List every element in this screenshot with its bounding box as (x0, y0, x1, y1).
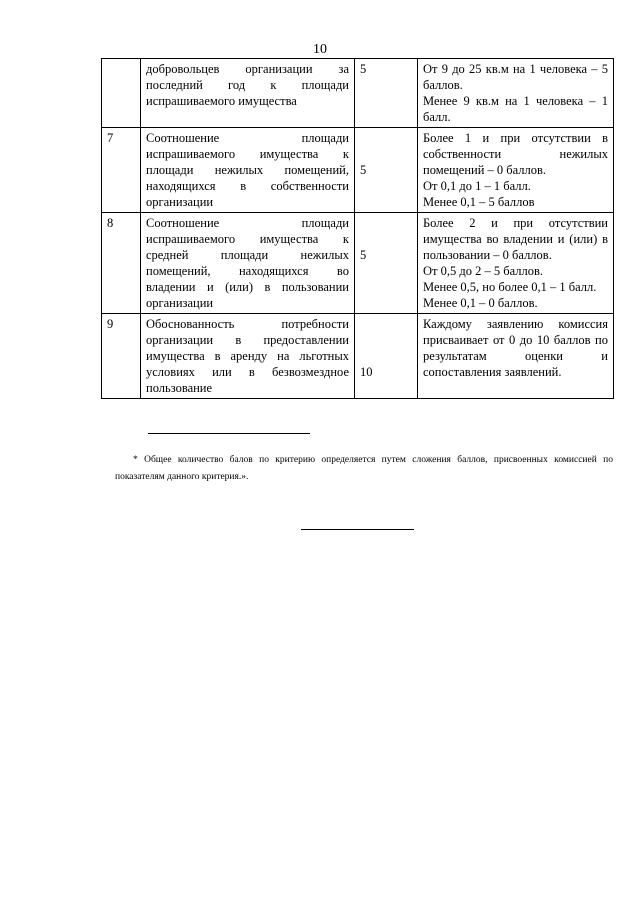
criterion-description (418, 59, 614, 128)
criterion-name: Соотношение площади испрашиваемого имущества к средней площади нежилых помещений, находящихся во владении и (или) в пользовании организации (141, 213, 355, 314)
criterion-description (418, 213, 614, 314)
criterion-description (418, 128, 614, 213)
table-row (102, 213, 614, 314)
criterion-points-cell (355, 128, 418, 213)
description-line: От 9 до 25 кв.м на 1 человека – 5 баллов. (423, 62, 608, 92)
criterion-points: 5 (360, 248, 367, 262)
row-number: 7 (102, 128, 141, 213)
criterion-points: 10 (360, 365, 373, 379)
criteria-table (101, 58, 614, 399)
end-separator (301, 529, 414, 530)
criterion-points: 5 (360, 163, 367, 177)
row-number: 9 (102, 314, 141, 399)
table-row (102, 128, 614, 213)
table-row (102, 314, 614, 399)
table-row (102, 59, 614, 128)
page-number: 10 (313, 42, 327, 57)
description-line: Менее 0,1 – 0 баллов. (423, 296, 538, 310)
description-line: Более 1 и при отсутствии в собственности нежилых помещений – 0 баллов. (423, 131, 608, 177)
row-number (102, 59, 141, 128)
description-line: Более 2 и при отсутствии имущества во владении и (или) в пользовании – 0 баллов. (423, 216, 608, 262)
criterion-name: добровольцев организации за последний год к площади испрашиваемого имущества (141, 59, 355, 128)
criterion-points-cell (355, 59, 418, 128)
criterion-name: Обоснованность потребности организации в предоставлении имущества в аренду на льготных условиях или в безвозмездное пользование (141, 314, 355, 399)
footnote: * Общее количество балов по критерию определяется путем сложения баллов, присвоенных комиссией по показателям данного критерия.». (115, 455, 613, 482)
footnote-separator (148, 433, 310, 434)
criterion-description (418, 314, 614, 399)
description-line: От 0,1 до 1 – 1 балл. (423, 179, 531, 193)
criterion-name: Соотношение площади испрашиваемого имущества к площади нежилых помещений, находящихся в собственности организации (141, 128, 355, 213)
description-line: Каждому заявлению комиссия присваивает от 0 до 10 баллов по результатам оценки и сопоставления заявлений. (423, 317, 608, 379)
row-number: 8 (102, 213, 141, 314)
criterion-points-cell (355, 314, 418, 399)
criterion-points-cell (355, 213, 418, 314)
description-line: Менее 0,1 – 5 баллов (423, 195, 535, 209)
description-line: Менее 9 кв.м на 1 человека – 1 балл. (423, 94, 608, 124)
description-line: Менее 0,5, но более 0,1 – 1 балл. (423, 280, 597, 294)
criterion-points: 5 (360, 62, 367, 76)
description-line: От 0,5 до 2 – 5 баллов. (423, 264, 543, 278)
